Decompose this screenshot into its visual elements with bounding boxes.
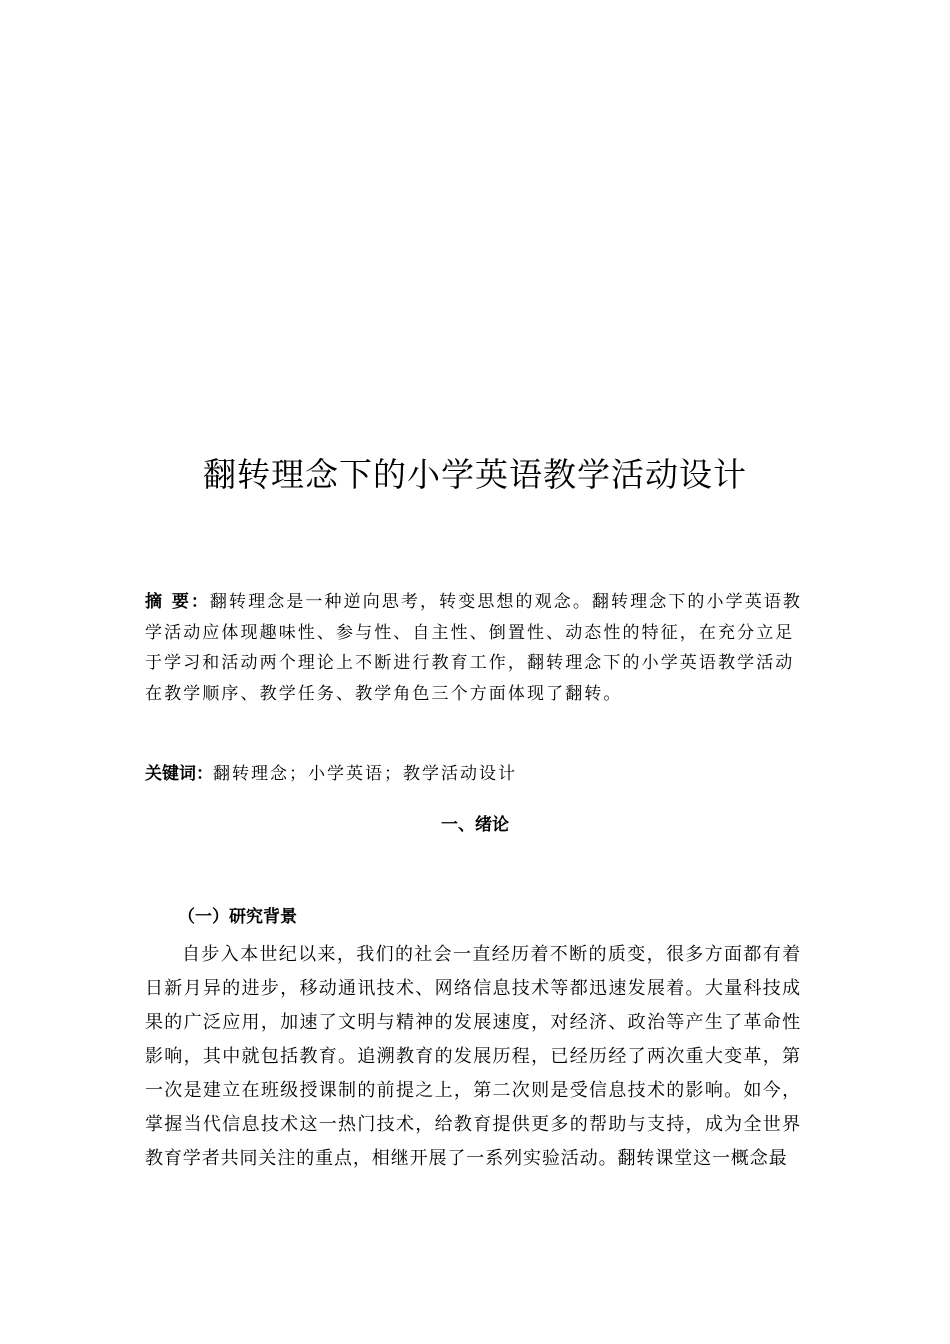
document-title: 翻转理念下的小学英语教学活动设计 — [203, 455, 747, 494]
keywords-label: 关键词： — [145, 764, 213, 784]
section-heading: 一、绪论 — [441, 815, 509, 835]
keywords-text: 翻转理念；小学英语；教学活动设计 — [213, 764, 517, 784]
abstract-text: 翻转理念是一种逆向思考，转变思想的观念。翻转理念下的小学英语教学活动应体现趣味性、参与性、自主性、倒置性、动态性的特征，在充分立足于学习和活动两个理论上不断进行教育工作，翻转理念下的小学英语教学活动在教学顺序、教学任务、教学角色三个方面体现了翻转。 — [145, 592, 803, 704]
keywords-line — [145, 760, 809, 788]
subsection-heading: （一）研究背景 — [178, 907, 297, 927]
body-paragraph: 自步入本世纪以来，我们的社会一直经历着不断的质变，很多方面都有着日新月异的进步，移动通讯技术、网络信息技术等都迅速发展着。大量科技成果的广泛应用，加速了文明与精神的发展速度，对经济、政治等产生了革命性影响，其中就包括教育。追溯教育的发展历程，已经历经了两次重大变革，第一次是建立在班级授课制的前提之上，第二次则是受信息技术的影响。如今，掌握当代信息技术这一热门技术，给教育提供更多的帮助与支持，成为全世界教育学者共同关注的重点，相继开展了一系列实验活动。翻转课堂这一概念最 — [145, 944, 801, 1169]
abstract-label: 摘 要： — [145, 592, 210, 612]
abstract-paragraph — [145, 587, 809, 709]
